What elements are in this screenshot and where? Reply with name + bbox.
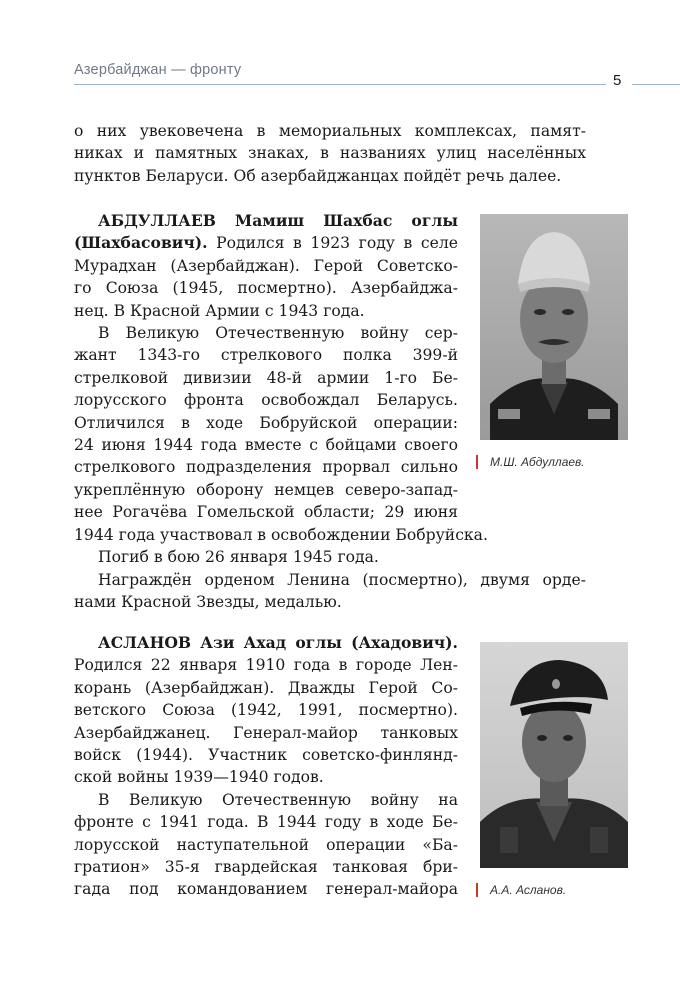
bio-abdullaev — [74, 210, 458, 524]
bio-abdullaev-cont — [74, 524, 586, 614]
text-line: нами Красной Звезды, медалью. — [74, 593, 342, 612]
header-rule-right — [632, 84, 680, 85]
text-line: нец. В Красной Армии с 1943 года. — [74, 301, 365, 320]
text-line: стрелковой дивизии 48-й армии 1-го Бе- — [74, 368, 458, 387]
bio-name-patronymic: (Шахбасович). — [74, 233, 208, 253]
text-line: корань (Азербайджан). Дважды Герой Со- — [74, 678, 458, 697]
text-line: Погиб в бою 26 января 1945 года. — [98, 548, 379, 567]
intro-paragraph — [74, 120, 586, 187]
text-line: лорусской наступательной операции «Ба- — [74, 835, 458, 854]
text-line: нее Рогачёва Гомельской области; 29 июня — [74, 503, 458, 522]
text-line: гада под командованием генерал-майора — [74, 880, 458, 899]
text-line: Награждён орденом Ленина (посмертно), двумя орде- — [98, 570, 586, 589]
page-number: 5 — [613, 72, 622, 89]
text-line: лорусского фронта освобождал Беларусь. — [74, 391, 458, 410]
bio-aslanov — [74, 632, 458, 901]
photo-caption-abdullaev: М.Ш. Абдуллаев. — [490, 455, 585, 469]
text-line: войск (1944). Участник советско-финлянд- — [74, 746, 458, 765]
photo-caption-aslanov: А.А. Асланов. — [490, 883, 567, 897]
portrait-illustration — [480, 642, 628, 868]
text-line: Мурадхан (Азербайджан). Герой Советско- — [74, 256, 458, 275]
text-line: В Великую Отечественную войну на — [98, 790, 458, 809]
text-line: Азербайджанец. Генерал-майор танковых — [74, 723, 458, 742]
text-line: жант 1343-го стрелкового полка 399-й — [74, 346, 458, 365]
text-line — [74, 210, 458, 232]
text-line: (Шахбасович). Родился в 1923 году в селе — [74, 233, 458, 253]
portrait-illustration — [480, 214, 628, 440]
text-line: фронте с 1941 года. В 1944 году в ходе Бе- — [74, 813, 458, 832]
text-line — [74, 632, 458, 654]
text-line: 1944 года участвовал в освобождении Бобруйска. — [74, 526, 488, 544]
portrait-photo-aslanov — [480, 642, 628, 868]
text-line: пунктов Беларуси. Об азербайджанцах пойдёт речь далее. — [74, 166, 562, 185]
header-title: Азербайджан — фронту — [74, 62, 242, 78]
header-rule — [74, 84, 606, 85]
text-line: го Союза (1945, посмертно). Азербайджа- — [74, 279, 458, 298]
portrait-photo-abdullaev — [480, 214, 628, 440]
text-line: гратион» 35-я гвардейская танковая бри- — [74, 858, 458, 877]
caption-marker — [476, 883, 478, 897]
text-line: укреплённую оборону немцев северо-запад- — [74, 480, 458, 499]
text-line: никах и памятных знаках, в названиях улиц населённых — [74, 144, 586, 163]
text-line: ской войны 1939—1940 годов. — [74, 768, 324, 787]
text-line: Отличился в ходе Бобруйской операции: — [74, 413, 458, 432]
bio-name: АБДУЛЛАЕВ Мамиш Шахбас оглы — [98, 211, 458, 230]
text-line: о них увековечена в мемориальных комплексах, памят- — [74, 122, 586, 140]
text-line: стрелкового подразделения прорвал сильно — [74, 458, 458, 477]
caption-marker — [476, 455, 478, 469]
bio-name: АСЛАНОВ Ази Ахад оглы (Ахадович). — [98, 633, 458, 652]
text-line: 24 июня 1944 года вместе с бойцами своего — [74, 436, 458, 455]
text-line: В Великую Отечественную войну сер- — [98, 324, 458, 343]
text-line: ветского Союза (1942, 1991, посмертно). — [74, 701, 458, 720]
text-line: Родился 22 января 1910 года в городе Лен- — [74, 656, 458, 675]
